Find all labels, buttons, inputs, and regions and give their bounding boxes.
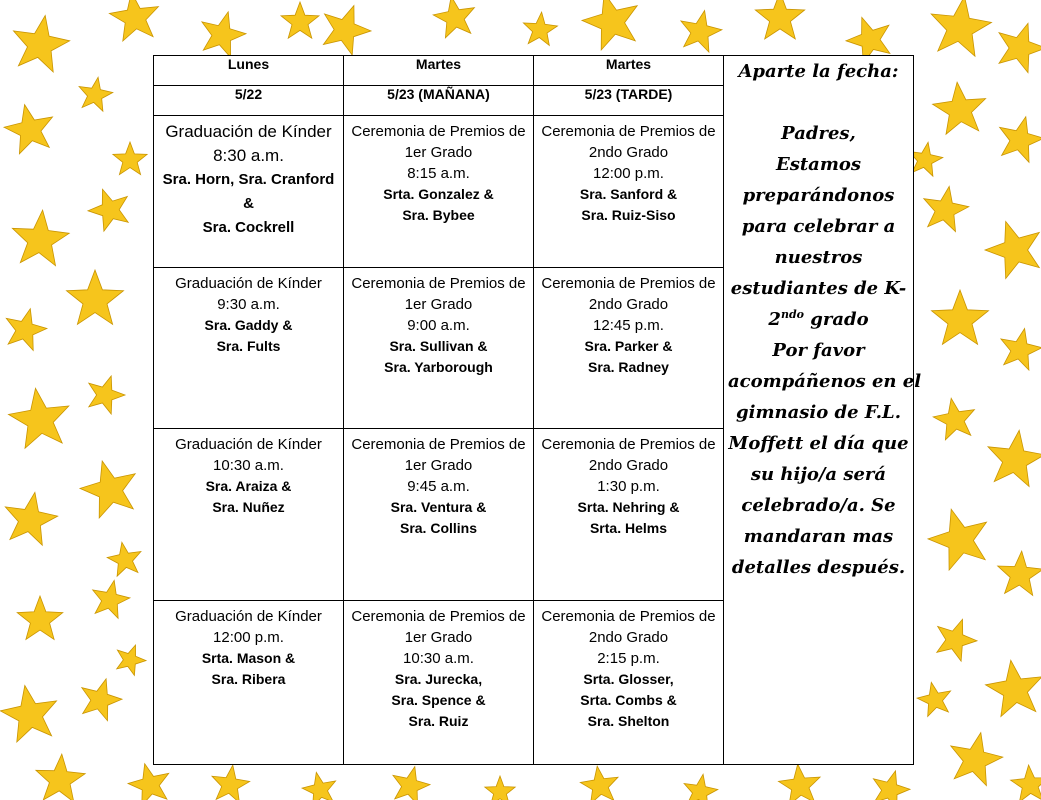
event-title: Ceremonia de Premios de 1er Grado xyxy=(351,436,526,474)
notice-line: mandaran mas xyxy=(743,526,894,547)
notice-line: Estamos xyxy=(775,154,862,175)
event-teachers: Sra. Gaddy & xyxy=(204,317,293,333)
star-icon xyxy=(1011,765,1041,800)
notice-grade-suffix: grado xyxy=(803,309,869,330)
star-icon xyxy=(999,23,1041,72)
star-icon xyxy=(917,682,951,716)
event-time: 1:30 p.m. xyxy=(597,478,660,495)
notice-line: gimnasio de F.L. xyxy=(736,402,901,423)
event-time: 8:30 a.m. xyxy=(213,146,284,165)
star-icon xyxy=(128,764,169,800)
event-teachers: Sra. Fults xyxy=(216,338,281,354)
star-icon xyxy=(89,376,125,414)
event-title: Graduación de Kínder xyxy=(175,436,322,453)
event-title: Ceremonia de Premios de 2ndo Grado xyxy=(541,436,716,474)
star-icon xyxy=(988,430,1041,486)
event-teachers: Sra. Radney xyxy=(588,359,669,375)
star-icon xyxy=(681,11,722,53)
event-teachers: Sra. Cockrell xyxy=(202,219,295,236)
star-icon xyxy=(80,461,135,518)
notice-greeting: Padres, xyxy=(781,123,856,144)
star-icon xyxy=(1000,117,1041,163)
event-teachers: Sra. Araiza & xyxy=(205,478,292,494)
event-cell xyxy=(534,268,724,429)
event-time: 12:45 p.m. xyxy=(593,317,664,334)
notice-grade-line xyxy=(728,304,909,335)
star-icon xyxy=(523,12,557,45)
star-icon xyxy=(4,105,52,154)
event-title: Graduación de Kínder xyxy=(175,608,322,625)
event-teachers: Srta. Nehring & xyxy=(577,499,680,515)
header-day: Martes xyxy=(534,56,724,86)
star-icon xyxy=(6,309,47,351)
star-icon xyxy=(67,270,124,324)
event-teachers: Sra. Jurecka, xyxy=(394,671,483,687)
star-icon xyxy=(9,388,69,448)
event-cell xyxy=(154,429,344,601)
star-icon xyxy=(1001,329,1041,371)
star-icon xyxy=(755,0,804,39)
star-icon xyxy=(873,771,910,800)
event-title: Ceremonia de Premios de 1er Grado xyxy=(351,123,526,161)
star-icon xyxy=(109,0,158,41)
header-date: 5/23 (MAÑANA) xyxy=(344,86,534,116)
star-icon xyxy=(485,776,515,800)
header-date: 5/22 xyxy=(154,86,344,116)
header-day: Martes xyxy=(344,56,534,86)
star-icon xyxy=(12,210,69,266)
notice-grade-prefix: 2 xyxy=(768,309,781,330)
event-cell xyxy=(344,601,534,765)
event-time: 9:30 a.m. xyxy=(217,296,280,313)
notice-line: preparándonos xyxy=(742,185,895,206)
star-icon xyxy=(82,679,122,721)
star-icon xyxy=(17,596,63,639)
star-icon xyxy=(88,189,128,231)
star-icon xyxy=(933,82,986,134)
event-teachers: Sra. Bybee xyxy=(402,207,475,223)
event-time: 8:15 a.m. xyxy=(407,165,470,182)
notice-line: estudiantes de K- xyxy=(730,278,907,299)
star-icon xyxy=(684,774,718,800)
star-icon xyxy=(998,551,1041,595)
save-the-date-notice xyxy=(724,56,922,765)
event-title: Graduación de Kínder xyxy=(165,122,332,141)
star-icon xyxy=(281,2,319,38)
event-cell xyxy=(534,601,724,765)
event-cell xyxy=(344,116,534,268)
event-cell xyxy=(154,268,344,429)
event-time: 12:00 p.m. xyxy=(593,165,664,182)
event-teachers: Srta. Helms xyxy=(589,520,668,536)
star-icon xyxy=(14,16,70,73)
event-teachers: Srta. Glosser, xyxy=(583,671,674,687)
event-teachers: Sra. Sanford & xyxy=(579,186,678,202)
star-icon xyxy=(302,772,336,800)
event-teachers: Srta. Gonzalez & xyxy=(383,186,494,202)
notice-heading: Aparte la fecha: xyxy=(738,61,899,82)
star-icon xyxy=(928,509,987,570)
star-icon xyxy=(323,6,371,55)
star-icon xyxy=(779,764,821,800)
event-teachers: Srta. Mason & xyxy=(201,650,296,666)
notice-line: acompáñenos en el xyxy=(728,371,922,392)
notice-line: su hijo/a será xyxy=(750,464,887,485)
event-teachers: Sra. Ruiz xyxy=(408,713,469,729)
event-teachers: Sra. Horn, Sra. Cranford & xyxy=(162,171,335,212)
event-title: Ceremonia de Premios de 1er Grado xyxy=(351,608,526,646)
star-icon xyxy=(985,222,1039,279)
event-time: 9:45 a.m. xyxy=(407,478,470,495)
star-icon xyxy=(117,645,146,675)
event-cell xyxy=(534,429,724,601)
star-icon xyxy=(113,142,147,175)
event-cell xyxy=(344,268,534,429)
event-title: Ceremonia de Premios de 2ndo Grado xyxy=(541,608,716,646)
notice-line: para celebrar a xyxy=(741,216,896,237)
notice-line: detalles después. xyxy=(731,557,906,578)
event-teachers: Sra. Shelton xyxy=(587,713,670,729)
star-icon xyxy=(93,580,130,618)
event-cell xyxy=(344,429,534,601)
star-icon xyxy=(933,398,974,440)
schedule-sheet xyxy=(153,55,922,765)
star-icon xyxy=(931,0,991,56)
event-teachers: Sra. Ventura & xyxy=(390,499,487,515)
event-teachers: Sra. Ruiz-Siso xyxy=(581,207,676,223)
notice-grade-superscript: ndo xyxy=(780,308,804,321)
event-title: Ceremonia de Premios de 1er Grado xyxy=(351,275,526,313)
event-time: 10:30 a.m. xyxy=(403,650,474,667)
event-time: 2:15 p.m. xyxy=(597,650,660,667)
header-date: 5/23 (TARDE) xyxy=(534,86,724,116)
star-icon xyxy=(107,542,141,576)
event-teachers: Sra. Parker & xyxy=(584,338,673,354)
star-icon xyxy=(202,12,246,58)
event-teachers: Sra. Ribera xyxy=(211,671,286,687)
event-teachers: Sra. Collins xyxy=(399,520,478,536)
schedule-table xyxy=(153,55,922,765)
star-icon xyxy=(924,186,969,231)
star-icon xyxy=(5,492,57,545)
event-cell xyxy=(154,601,344,765)
star-icon xyxy=(36,754,85,800)
star-icon xyxy=(986,660,1041,716)
star-icon xyxy=(433,0,474,38)
star-icon xyxy=(937,619,977,661)
event-title: Ceremonia de Premios de 2ndo Grado xyxy=(541,123,716,161)
event-teachers: Sra. Sullivan & xyxy=(389,338,488,354)
star-icon xyxy=(932,290,989,344)
event-title: Ceremonia de Premios de 2ndo Grado xyxy=(541,275,716,313)
notice-line: nuestros xyxy=(774,247,863,268)
star-icon xyxy=(951,733,1003,786)
star-icon xyxy=(582,0,637,50)
event-teachers: Sra. Nuñez xyxy=(212,499,285,515)
event-teachers: Sra. Yarborough xyxy=(384,359,493,375)
event-teachers: Srta. Combs & xyxy=(580,692,677,708)
star-icon xyxy=(79,77,113,111)
header-day: Lunes xyxy=(154,56,344,86)
star-icon xyxy=(909,142,943,176)
notice-line: celebrado/a. Se xyxy=(741,495,896,516)
event-title: Graduación de Kínder xyxy=(175,275,322,292)
event-cell xyxy=(154,116,344,268)
event-cell xyxy=(534,116,724,268)
star-icon xyxy=(580,766,618,800)
event-teachers: Sra. Spence & xyxy=(391,692,486,708)
notice-line: Por favor xyxy=(772,340,865,361)
event-time: 10:30 a.m. xyxy=(213,457,284,474)
star-icon xyxy=(393,767,430,800)
star-icon xyxy=(212,765,250,800)
notice-line: Moffett el día que xyxy=(728,433,909,454)
event-time: 9:00 a.m. xyxy=(407,317,470,334)
notice-spacer xyxy=(728,87,909,118)
star-icon xyxy=(0,686,56,743)
event-time: 12:00 p.m. xyxy=(213,629,284,646)
